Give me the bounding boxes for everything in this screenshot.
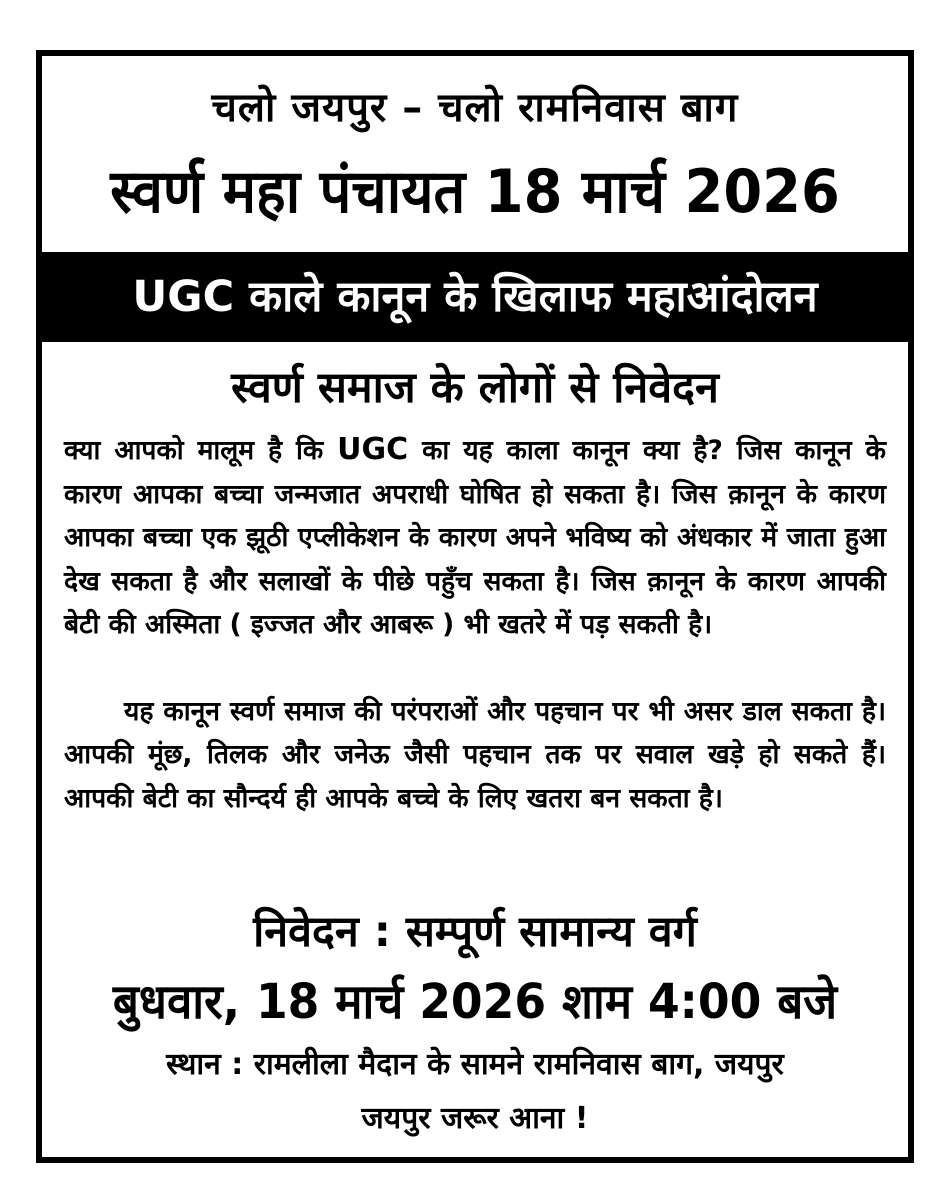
venue-line: स्थान : रामलीला मैदान के सामने रामनिवास बाग, जयपुर <box>166 1047 784 1082</box>
appeal-body <box>64 428 886 820</box>
body-paragraph-1-rest: का यह काला कानून क्या है? जिस कानून के कारण आपका बच्चा जन्मजात अपराधी घोषित हो सकता है। जिस क़ानून के कारण आपका बच्चा एक झूठी एप्लीकेशन के कारण अपने भविष्य को अंधकार में जाता हुआ देख सकता है और सलाखों के पीछे पहुँच सकता है। जिस क़ानून के कारण आपकी बेटी की अस्मिता ( इज्जत और आबरू ) भी खतरे में पड़ सकती है। <box>64 435 886 640</box>
body-paragraph-1 <box>64 428 886 647</box>
movement-banner: UGC काले कानून के खिलाफ महाआंदोलन <box>42 252 908 342</box>
event-date-time: बुधवार, 18 मार्च 2026 शाम 4:00 बजे <box>112 974 838 1030</box>
body-paragraph-1-start: क्या आपको मालूम है कि <box>64 435 338 466</box>
poster-frame <box>36 50 914 1163</box>
ugc-term: UGC <box>337 432 409 467</box>
event-headline: स्वर्ण महा पंचायत 18 मार्च 2026 <box>110 157 840 227</box>
appeal-subheading: स्वर्ण समाज के लोगों से निवेदन <box>231 363 719 413</box>
body-paragraph-2: यह कानून स्वर्ण समाज की परंपराओं और पहचान पर भी असर डाल सकता है। आपकी मूंछ, तिलक और जनेऊ जैसी पहचान तक पर सवाल खड़े हो सकते हैं। आपकी बेटी का सौन्दर्य ही आपके बच्चे के लिए खतरा बन सकता है। <box>64 695 886 814</box>
request-line: निवेदन : सम्पूर्ण सामान्य वर्ग <box>253 907 697 957</box>
closing-call: जयपुर जरूर आना ! <box>361 1101 589 1136</box>
rally-call-line: चलो जयपुर – चलो रामनिवास बाग <box>211 85 739 131</box>
